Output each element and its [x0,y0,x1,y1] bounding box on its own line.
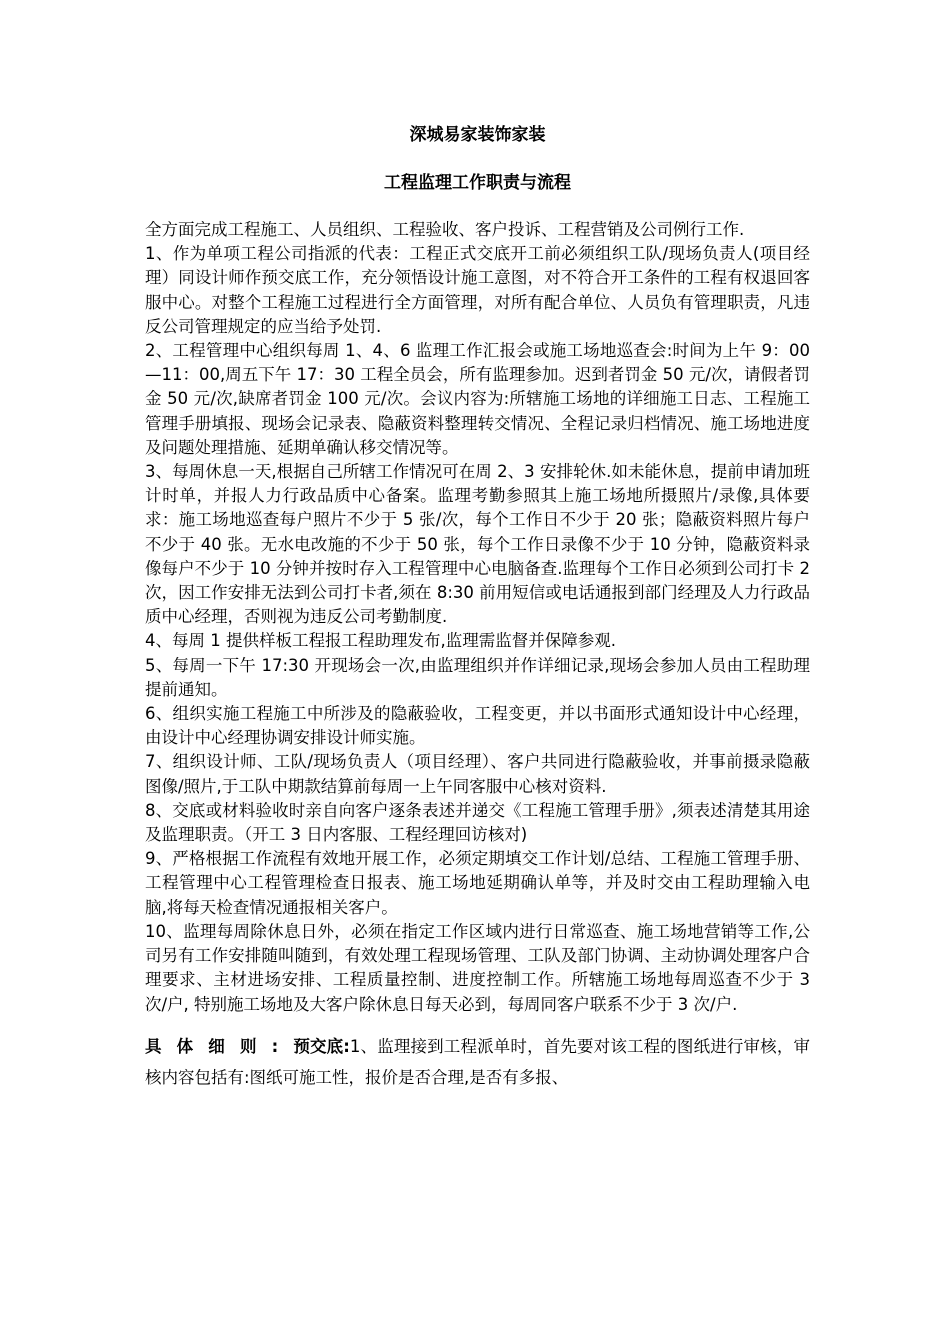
intro-paragraph: 全方面完成工程施工、人员组织、工程验收、客户投诉、工程营销及公司例行工作. [145,220,745,239]
duty-item-9: 9、严格根据工作流程有效地开展工作，必须定期填交工作计划/总结、工程施工管理手册、工程管理中心工程管理检查日报表、施工场地延期确认单等，并及时交由工程助理输入电脑,将每天检查情况通报相关客户。 [145,849,810,917]
duty-item-6: 6、组织实施工程施工中所涉及的隐蔽验收，工程变更，并以书面形式通知设计中心经理，由设计中心经理协调安排设计师实施。 [145,704,810,748]
company-title: 深城易家装饰家装 [409,125,546,145]
duty-item-5: 5、每周一下午 17:30 开现场会一次,由监理组织并作详细记录,现场会参加人员由工程助理提前通知。 [145,655,810,699]
detail-paragraph [145,1031,810,1093]
duty-item-4: 4、每周 1 提供样板工程报工程助理发布,监理需监督并保障参观. [145,631,616,651]
duty-item-7: 7、组织设计师、工队/现场负责人（项目经理）、客户共同进行隐蔽验收，并事前摄录隐蔽图像/照片,于工队中期款结算前每周一上午同客服中心核对资料. [145,752,810,796]
detail-text: 1、监理接到工程派单时，首先要对该工程的图纸进行审核，审核内容包括有:图纸可施工性，报价是否合理,是否有多报、 [145,1036,810,1087]
document-title: 工程监理工作职责与流程 [384,173,571,193]
document-body [145,218,810,1093]
duty-item-8: 8、交底或材料验收时亲自向客户逐条表述并递交《工程施工管理手册》,须表述清楚其用途及监理职责。（开工 3 日内客服、工程经理回访核对) [145,800,810,845]
duty-item-10: 10、监理每周除休息日外，必须在指定工作区域内进行日常巡查、施工场地营销等工作,公司另有工作安排随叫随到，有效处理工程现场管理、工队及部门协调、主动协调处理客户合理要求、主材进场安排、工程质量控制、进度控制工作。所辖施工场地每周巡查不少于 3 次/户, 特别施工场地及大客户除休息日每天必到，每周同客户联系不少于 3 次/户. [145,921,810,1014]
pre-handover-label: 预交底: [293,1036,350,1056]
duty-item-3: 3、每周休息一天,根据自己所辖工作情况可在周 2、3 安排轮休.如未能休息，提前申请加班计时单，并报人力行政品质中心备案。监理考勤参照其上施工场地所摄照片/录像,具体要求：施工场地巡查每户照片不少于 5 张/次，每个工作日不少于 20 张；隐蔽资料照片每户不少于 40 张。无水电改施的不少于 50 张，每个工作日录像不少于 10 分钟，隐蔽资料录像每户不少于 10 分钟并按时存入工程管理中心电脑备查.监理每个工作日必须到公司打卡 2 次，因工作安排无法到公司打卡者,须在 8:30 前用短信或电话通报到部门经理及人力行政品质中心经理，否则视为违反公司考勤制度. [145,462,810,627]
duty-item-2: 2、工程管理中心组织每周 1、4、6 监理工作汇报会或施工场地巡查会:时间为上午 9：00—11：00,周五下午 17：30 工程全员会，所有监理参加。迟到者罚金 50 元/次，请假者罚金 50 元/次,缺席者罚金 100 元/次。会议内容为:所辖施工场地的详细施工日志、工程施工管理手册填报、现场会记录表、隐蔽资料整理转交情况、全程记录归档情况、施工场地进度及问题处理措施、延期单确认移交情况等。 [145,341,810,457]
detail-heading: 具体细则: [145,1036,294,1056]
duty-item-1: 1、作为单项工程公司指派的代表：工程正式交底开工前必须组织工队/现场负责人(项目经理）同设计师作预交底工作，充分领悟设计施工意图，对不符合开工条件的工程有权退回客服中心。对整个工程施工过程进行全方面管理，对所有配合单位、人员负有管理职责，凡违反公司管理规定的应当给予处罚. [145,244,810,336]
